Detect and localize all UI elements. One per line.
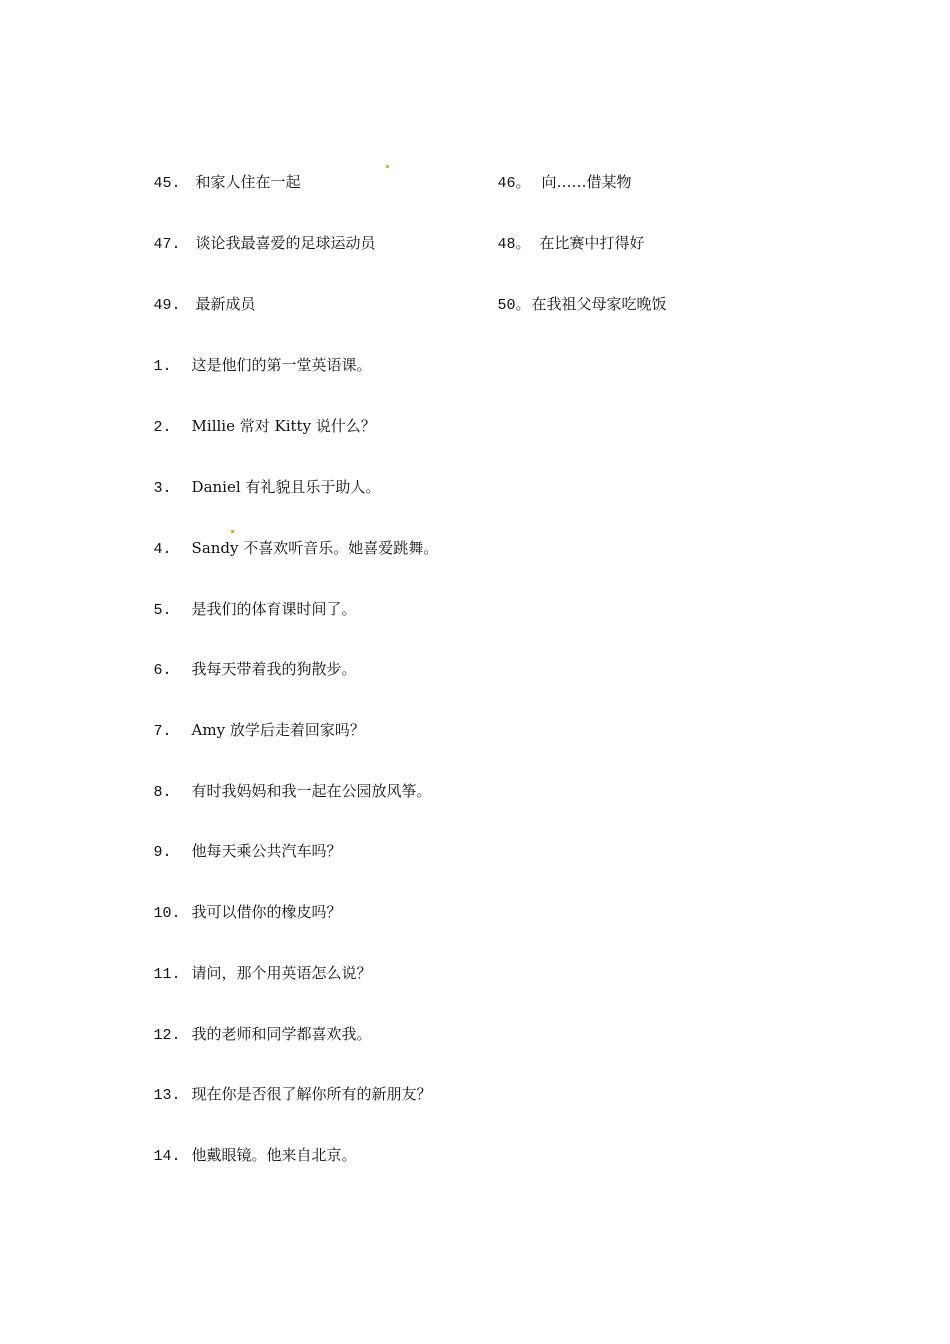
sentence-text: Amy 放学后走着回家吗？: [191, 721, 365, 739]
phrase-number: 46。: [497, 175, 531, 192]
phrase-number: 47.: [153, 236, 181, 253]
sentence-text: 这是他们的第一堂英语课。: [191, 356, 372, 374]
phrase-item-46: [488, 152, 632, 194]
sentence-number: 4.: [153, 541, 172, 558]
sentence-item-9: [144, 821, 342, 863]
phrase-number: 48。: [497, 236, 531, 253]
phrase-text: 谈论我最喜爱的足球运动员: [195, 234, 376, 252]
sentence-text: 我每天带着我的狗散步。: [191, 660, 357, 678]
sentence-text: Sandy 不喜欢听音乐。她喜爱跳舞。: [191, 539, 439, 557]
sentence-number: 5.: [153, 602, 172, 619]
sentence-text: 他每天乘公共汽车吗？: [191, 842, 342, 860]
phrase-number: 50。: [497, 297, 531, 314]
phrase-item-50: [488, 274, 667, 316]
phrase-item-45: [144, 152, 301, 194]
sentence-item-12: [144, 1004, 372, 1046]
highlight-mark: [386, 165, 389, 168]
sentence-text: 他戴眼镜。他来自北京。: [191, 1146, 357, 1164]
sentence-number: 7.: [153, 723, 172, 740]
phrase-number: 49.: [153, 297, 181, 314]
sentence-text: Millie 常对 Kitty 说什么？: [191, 417, 376, 435]
phrase-item-49: [144, 274, 256, 316]
sentence-number: 6.: [153, 662, 172, 679]
sentence-number: 14.: [153, 1148, 181, 1165]
sentence-item-3: [144, 457, 380, 499]
sentence-number: 8.: [153, 784, 172, 801]
sentence-number: 3.: [153, 480, 172, 497]
phrase-item-47: [144, 213, 376, 255]
phrase-number: 45.: [153, 175, 181, 192]
sentence-number: 10.: [153, 905, 181, 922]
highlight-mark: [231, 530, 234, 533]
phrase-text: 向……借某物: [541, 173, 632, 191]
sentence-text: 请问，那个用英语怎么说？: [191, 964, 372, 982]
sentence-number: 1.: [153, 358, 172, 375]
phrase-text: 在我祖父母家吃晚饭: [531, 295, 667, 313]
sentence-text: 现在你是否很了解你所有的新朋友？: [191, 1085, 432, 1103]
sentence-item-11: [144, 943, 372, 985]
sentence-item-8: [144, 761, 432, 803]
sentence-item-6: [144, 639, 357, 681]
sentence-number: 13.: [153, 1087, 181, 1104]
sentence-text: 我可以借你的橡皮吗？: [191, 903, 342, 921]
sentence-number: 9.: [153, 844, 172, 861]
sentence-text: 是我们的体育课时间了。: [191, 600, 357, 618]
phrase-text: 最新成员: [195, 295, 256, 313]
sentence-item-2: [144, 396, 376, 438]
sentence-item-4: [144, 518, 438, 560]
phrase-text: 和家人住在一起: [195, 173, 301, 191]
sentence-item-14: [144, 1125, 357, 1167]
sentence-number: 2.: [153, 419, 172, 436]
sentence-item-10: [144, 882, 342, 924]
sentence-item-7: [144, 700, 365, 742]
sentence-number: 11.: [153, 966, 181, 983]
sentence-item-1: [144, 335, 372, 377]
sentence-text: Daniel 有礼貌且乐于助人。: [191, 478, 381, 496]
sentence-item-13: [144, 1064, 432, 1106]
sentence-item-5: [144, 579, 357, 621]
sentence-text: 我的老师和同学都喜欢我。: [191, 1025, 372, 1043]
sentence-text: 有时我妈妈和我一起在公园放风筝。: [191, 782, 432, 800]
sentence-number: 12.: [153, 1027, 181, 1044]
phrase-item-48: [488, 213, 645, 255]
phrase-text: 在比赛中打得好: [539, 234, 645, 252]
